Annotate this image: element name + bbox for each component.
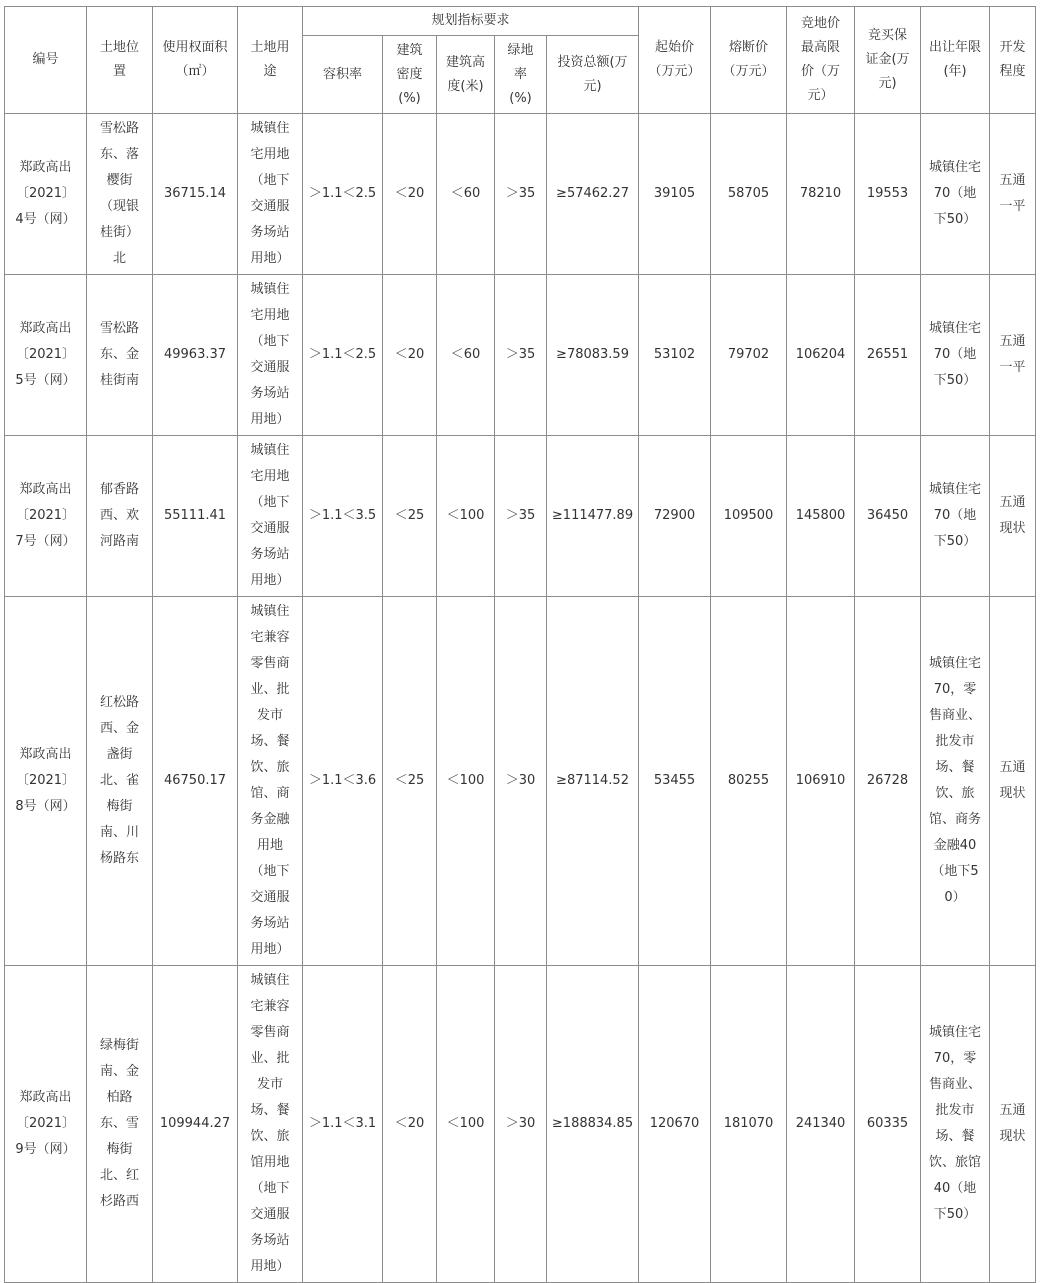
cell-id: 郑政高出〔2021〕8号（网） [5, 597, 87, 966]
cell-use: 城镇住宅兼容零售商业、批发市场、餐饮、旅馆、商务金融用地（地下交通服务场站用地） [238, 597, 303, 966]
header-green: 绿地率(%) [495, 36, 547, 114]
header-location: 土地位置 [87, 7, 153, 114]
cell-term: 城镇住宅70（地下50） [921, 436, 990, 597]
cell-dev: 五通现状 [990, 436, 1036, 597]
cell-green: ＞30 [495, 966, 547, 1283]
header-area: 使用权面积（㎡） [153, 7, 238, 114]
cell-start-price: 120670 [639, 966, 711, 1283]
cell-dev: 五通一平 [990, 275, 1036, 436]
cell-area: 49963.37 [153, 275, 238, 436]
cell-start-price: 53455 [639, 597, 711, 966]
cell-max-price: 106910 [787, 597, 855, 966]
cell-green: ＞35 [495, 436, 547, 597]
cell-area: 36715.14 [153, 114, 238, 275]
cell-height: ＜60 [437, 275, 495, 436]
table-row [5, 275, 1036, 436]
header-planning-group: 规划指标要求 [303, 7, 639, 36]
cell-green: ＞30 [495, 597, 547, 966]
cell-green: ＞35 [495, 275, 547, 436]
cell-height: ＜60 [437, 114, 495, 275]
cell-area: 109944.27 [153, 966, 238, 1283]
cell-deposit: 19553 [855, 114, 921, 275]
cell-height: ＜100 [437, 966, 495, 1283]
cell-investment: ≥78083.59 [547, 275, 639, 436]
cell-start-price: 72900 [639, 436, 711, 597]
header-start-price: 起始价（万元） [639, 7, 711, 114]
cell-location: 雪松路东、落樱街（现银桂街）北 [87, 114, 153, 275]
cell-investment: ≥111477.89 [547, 436, 639, 597]
header-id: 编号 [5, 7, 87, 114]
cell-term: 城镇住宅70，零售商业、批发市场、餐饮、旅馆40（地下50） [921, 966, 990, 1283]
table-body [5, 114, 1036, 1283]
table-row [5, 966, 1036, 1283]
header-use: 土地用途 [238, 7, 303, 114]
header-fuse-price: 熔断价（万元） [711, 7, 787, 114]
cell-deposit: 60335 [855, 966, 921, 1283]
cell-fuse-price: 109500 [711, 436, 787, 597]
cell-investment: ≥188834.85 [547, 966, 639, 1283]
cell-location: 雪松路东、金桂街南 [87, 275, 153, 436]
cell-area: 46750.17 [153, 597, 238, 966]
cell-deposit: 26728 [855, 597, 921, 966]
cell-term: 城镇住宅70（地下50） [921, 114, 990, 275]
land-auction-table-container [4, 6, 1036, 1283]
cell-investment: ≥87114.52 [547, 597, 639, 966]
cell-max-price: 106204 [787, 275, 855, 436]
cell-location: 郁香路西、欢河路南 [87, 436, 153, 597]
table-row [5, 597, 1036, 966]
cell-density: ＜20 [383, 275, 437, 436]
cell-dev: 五通现状 [990, 597, 1036, 966]
cell-deposit: 26551 [855, 275, 921, 436]
cell-use: 城镇住宅用地（地下交通服务场站用地） [238, 436, 303, 597]
cell-far: ＞1.1＜2.5 [303, 275, 383, 436]
cell-id: 郑政高出〔2021〕4号（网） [5, 114, 87, 275]
header-deposit: 竞买保证金(万元) [855, 7, 921, 114]
table-header [5, 7, 1036, 114]
header-dev: 开发程度 [990, 7, 1036, 114]
cell-dev: 五通一平 [990, 114, 1036, 275]
header-density: 建筑密度(%) [383, 36, 437, 114]
cell-area: 55111.41 [153, 436, 238, 597]
cell-density: ＜20 [383, 966, 437, 1283]
cell-term: 城镇住宅70，零售商业、批发市场、餐饮、旅馆、商务金融40（地下50） [921, 597, 990, 966]
cell-density: ＜25 [383, 597, 437, 966]
cell-far: ＞1.1＜3.6 [303, 597, 383, 966]
cell-use: 城镇住宅兼容零售商业、批发市场、餐饮、旅馆用地（地下交通服务场站用地） [238, 966, 303, 1283]
table-row [5, 114, 1036, 275]
cell-location: 绿梅街南、金柏路东、雪梅街北、红杉路西 [87, 966, 153, 1283]
cell-max-price: 145800 [787, 436, 855, 597]
cell-id: 郑政高出〔2021〕7号（网） [5, 436, 87, 597]
cell-location: 红松路西、金盏街北、雀梅街南、川杨路东 [87, 597, 153, 966]
cell-max-price: 241340 [787, 966, 855, 1283]
cell-use: 城镇住宅用地（地下交通服务场站用地） [238, 275, 303, 436]
cell-density: ＜20 [383, 114, 437, 275]
cell-use: 城镇住宅用地（地下交通服务场站用地） [238, 114, 303, 275]
cell-far: ＞1.1＜3.5 [303, 436, 383, 597]
cell-fuse-price: 79702 [711, 275, 787, 436]
cell-start-price: 39105 [639, 114, 711, 275]
header-far: 容积率 [303, 36, 383, 114]
cell-far: ＞1.1＜2.5 [303, 114, 383, 275]
cell-dev: 五通现状 [990, 966, 1036, 1283]
cell-id: 郑政高出〔2021〕5号（网） [5, 275, 87, 436]
header-max-price: 竞地价最高限价（万元） [787, 7, 855, 114]
cell-height: ＜100 [437, 436, 495, 597]
cell-max-price: 78210 [787, 114, 855, 275]
table-row [5, 436, 1036, 597]
land-auction-table [4, 6, 1036, 1283]
cell-density: ＜25 [383, 436, 437, 597]
header-investment: 投资总额(万元) [547, 36, 639, 114]
cell-height: ＜100 [437, 597, 495, 966]
cell-green: ＞35 [495, 114, 547, 275]
cell-id: 郑政高出〔2021〕9号（网） [5, 966, 87, 1283]
cell-fuse-price: 58705 [711, 114, 787, 275]
header-term: 出让年限(年) [921, 7, 990, 114]
cell-term: 城镇住宅70（地下50） [921, 275, 990, 436]
cell-deposit: 36450 [855, 436, 921, 597]
cell-start-price: 53102 [639, 275, 711, 436]
cell-fuse-price: 181070 [711, 966, 787, 1283]
header-height: 建筑高度(米) [437, 36, 495, 114]
cell-fuse-price: 80255 [711, 597, 787, 966]
cell-far: ＞1.1＜3.1 [303, 966, 383, 1283]
cell-investment: ≥57462.27 [547, 114, 639, 275]
